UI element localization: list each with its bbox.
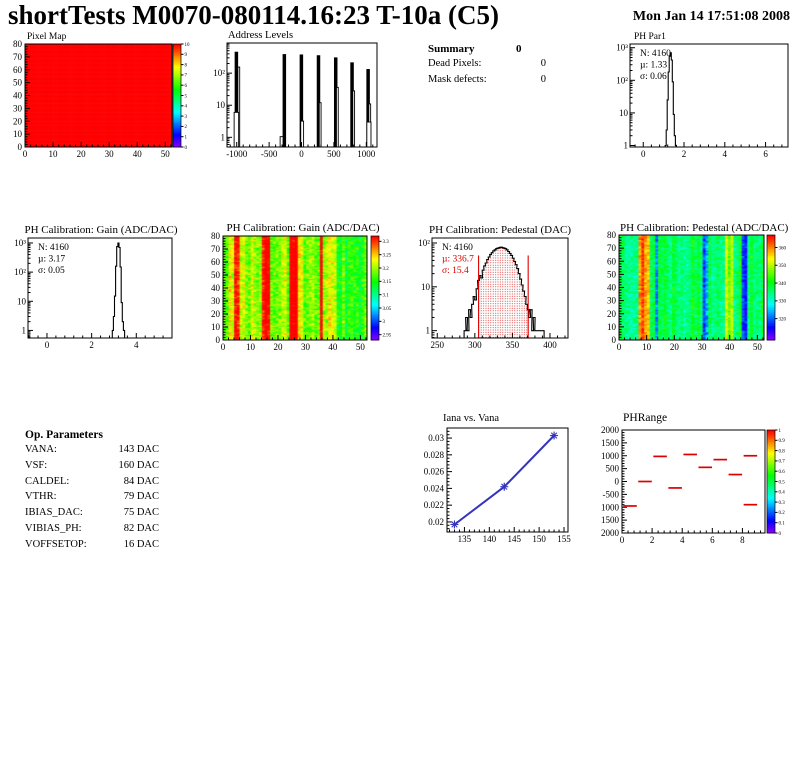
svg-text:10²: 10²	[14, 267, 26, 278]
op-param-label: VSF:	[25, 459, 48, 471]
svg-text:0: 0	[619, 535, 625, 545]
svg-text:50: 50	[607, 269, 616, 280]
svg-text:0.02: 0.02	[428, 516, 444, 527]
svg-text:10³: 10³	[616, 42, 628, 53]
svg-text:3.25: 3.25	[382, 253, 392, 259]
svg-text:60: 60	[607, 256, 616, 267]
svg-text:2: 2	[649, 535, 655, 545]
svg-text:20: 20	[607, 308, 616, 319]
svg-text:10²: 10²	[213, 68, 225, 79]
gain-hist-plot	[14, 238, 172, 350]
svg-text:500: 500	[327, 149, 341, 159]
svg-text:0: 0	[778, 531, 781, 537]
svg-text:10: 10	[48, 149, 58, 159]
svg-text:10: 10	[421, 281, 430, 292]
svg-text:1: 1	[425, 325, 430, 336]
svg-text:0.7: 0.7	[778, 459, 785, 465]
svg-text:20: 20	[273, 342, 283, 352]
iana-vana-title: Iana vs. Vana	[443, 413, 500, 424]
svg-text:60: 60	[211, 257, 220, 267]
svg-text:-500: -500	[260, 149, 278, 159]
svg-text:3.1: 3.1	[382, 293, 389, 299]
svg-text:20: 20	[669, 342, 679, 352]
svg-text:150: 150	[532, 534, 546, 544]
svg-text:1: 1	[623, 140, 628, 151]
svg-text:6: 6	[184, 84, 187, 89]
svg-text:10: 10	[17, 296, 26, 307]
svg-text:360: 360	[778, 246, 786, 252]
svg-text:40: 40	[328, 342, 338, 352]
svg-text:3: 3	[382, 320, 385, 326]
svg-text:350: 350	[778, 264, 786, 270]
svg-text:40: 40	[607, 282, 616, 293]
stats-line: µ: 1.33	[640, 60, 668, 71]
svg-text:1: 1	[220, 132, 225, 143]
ped-hist-title: PH Calibration: Pedestal (DAC)	[428, 224, 572, 236]
svg-text:0.6: 0.6	[778, 470, 785, 475]
summary-value: 0	[540, 73, 546, 85]
svg-text:9: 9	[184, 53, 187, 59]
stats-line: N: 4160	[640, 49, 671, 59]
svg-text:1: 1	[778, 428, 781, 434]
svg-text:0: 0	[616, 342, 622, 352]
svg-text:10²: 10²	[418, 237, 430, 248]
summary-title: Summary	[428, 43, 475, 55]
svg-text:30: 30	[211, 296, 220, 306]
svg-text:80: 80	[13, 39, 22, 49]
op-param-label: IBIAS_DAC:	[25, 507, 83, 519]
svg-text:7: 7	[184, 73, 187, 79]
address-levels-plot	[213, 43, 377, 159]
ph-par1-plot	[616, 43, 788, 159]
ph-range-title: PHRange	[623, 412, 668, 424]
op-param-label: VTHR:	[25, 491, 57, 503]
stats-line: µ: 3.17	[38, 254, 66, 265]
op-param-value: 160 DAC	[118, 459, 159, 471]
op-param-value: 82 DAC	[123, 522, 159, 534]
svg-text:0: 0	[611, 335, 616, 345]
svg-text:0: 0	[299, 149, 304, 159]
svg-text:320: 320	[778, 317, 786, 323]
gain-hist-title: PH Calibration: Gain (ADC/DAC)	[24, 224, 178, 236]
svg-text:1500: 1500	[601, 437, 619, 448]
svg-text:10: 10	[13, 129, 22, 140]
svg-text:145: 145	[507, 534, 521, 544]
stats-line: N: 4160	[38, 243, 69, 253]
summary-label: Mask defects:	[428, 73, 487, 85]
svg-text:10: 10	[619, 107, 628, 118]
svg-text:2.95: 2.95	[382, 333, 392, 339]
svg-text:50: 50	[355, 342, 365, 352]
svg-text:50: 50	[160, 149, 170, 159]
svg-text:0: 0	[44, 340, 50, 350]
ped-map-title: PH Calibration: Pedestal (ADC/DAC)	[620, 222, 789, 234]
svg-text:0.8: 0.8	[778, 449, 785, 455]
svg-text:300: 300	[468, 340, 482, 350]
svg-text:3: 3	[184, 114, 187, 120]
svg-text:1: 1	[184, 135, 187, 141]
svg-text:0.026: 0.026	[423, 466, 444, 477]
svg-text:8: 8	[184, 63, 187, 69]
svg-text:0: 0	[184, 145, 187, 151]
svg-text:0.5: 0.5	[778, 480, 785, 486]
svg-text:6: 6	[763, 149, 768, 159]
svg-text:5: 5	[184, 94, 187, 100]
op-param-value: 75 DAC	[123, 507, 159, 519]
stats-line: σ: 15.4	[442, 266, 469, 276]
svg-text:20: 20	[211, 309, 220, 319]
ph-par1-title: PH Par1	[634, 32, 666, 42]
svg-text:0.4: 0.4	[778, 490, 785, 496]
op-param-label: VANA:	[25, 444, 57, 455]
svg-text:155: 155	[557, 534, 571, 544]
svg-text:0.024: 0.024	[423, 483, 444, 494]
svg-text:0: 0	[22, 149, 28, 159]
svg-text:10: 10	[216, 100, 225, 111]
svg-text:30: 30	[300, 342, 310, 352]
iana-vana-plot	[424, 428, 572, 544]
timestamp: Mon Jan 14 17:51:08 2008	[632, 9, 790, 24]
svg-text:3.15: 3.15	[382, 280, 392, 286]
svg-text:-500: -500	[602, 489, 619, 500]
svg-text:10: 10	[184, 42, 190, 48]
svg-text:0: 0	[215, 335, 220, 345]
gain-map-title: PH Calibration: Gain (ADC/DAC)	[226, 222, 380, 234]
svg-text:6: 6	[710, 535, 715, 545]
svg-text:4: 4	[722, 149, 728, 159]
svg-text:30: 30	[607, 295, 616, 306]
svg-text:50: 50	[13, 77, 22, 88]
svg-text:2: 2	[681, 149, 687, 159]
svg-text:10: 10	[607, 321, 616, 332]
stats-line: σ: 0.06	[640, 72, 667, 82]
svg-text:0.028: 0.028	[423, 449, 444, 460]
summary-label: Dead Pixels:	[428, 58, 482, 69]
svg-text:3.3: 3.3	[382, 240, 389, 246]
svg-text:3.2: 3.2	[382, 266, 389, 272]
svg-text:30: 30	[697, 342, 707, 352]
svg-text:30: 30	[104, 149, 114, 159]
svg-text:3.05: 3.05	[382, 306, 392, 312]
stats-line: σ: 0.05	[38, 266, 65, 276]
svg-text:0.9: 0.9	[778, 439, 785, 445]
svg-text:80: 80	[211, 231, 220, 241]
svg-text:10²: 10²	[616, 75, 628, 86]
svg-text:4: 4	[134, 340, 139, 350]
svg-text:2000: 2000	[601, 425, 619, 435]
op-param-value: 16 DAC	[123, 538, 159, 550]
svg-text:2000: 2000	[601, 528, 619, 538]
svg-text:250: 250	[430, 340, 445, 350]
ped-map-plot	[607, 230, 787, 352]
op-param-label: VIBIAS_PH:	[25, 522, 82, 534]
svg-text:20: 20	[76, 149, 86, 159]
svg-text:330: 330	[778, 299, 786, 305]
svg-text:140: 140	[482, 534, 497, 544]
svg-text:70: 70	[607, 243, 616, 254]
svg-text:2: 2	[89, 340, 94, 350]
pixel-map-plot	[13, 39, 190, 159]
svg-text:500: 500	[605, 463, 619, 474]
op-param-value: 143 DAC	[118, 444, 159, 455]
svg-text:2: 2	[184, 125, 187, 131]
op-param-value: 84 DAC	[123, 475, 159, 487]
page-title: shortTests M0070-080114.16:23 T-10a (C5)	[8, 0, 500, 30]
svg-text:1000: 1000	[601, 502, 619, 513]
op-param-label: CALDEL:	[25, 475, 70, 487]
svg-text:8: 8	[740, 535, 745, 545]
svg-text:1500: 1500	[601, 515, 619, 526]
stats-line: µ: 336.7	[442, 254, 474, 265]
svg-text:0.03: 0.03	[428, 433, 444, 444]
svg-text:0: 0	[17, 142, 22, 152]
svg-text:30: 30	[13, 103, 22, 114]
svg-text:40: 40	[13, 90, 22, 101]
svg-text:20: 20	[13, 116, 22, 127]
svg-text:400: 400	[543, 340, 557, 350]
svg-text:0: 0	[641, 149, 646, 159]
svg-text:80: 80	[607, 230, 616, 240]
svg-text:0.3: 0.3	[778, 500, 785, 506]
svg-text:4: 4	[184, 104, 187, 110]
op-param-label: VOFFSETOP:	[25, 538, 87, 550]
svg-text:70: 70	[13, 51, 22, 62]
ped-hist-plot	[418, 238, 568, 350]
svg-text:50: 50	[752, 342, 762, 352]
svg-text:350: 350	[505, 340, 520, 350]
svg-text:0.022: 0.022	[423, 500, 444, 511]
svg-text:0: 0	[614, 476, 619, 487]
ph-range-plot	[601, 425, 785, 545]
svg-text:1000: 1000	[601, 450, 619, 461]
svg-text:40: 40	[132, 149, 142, 159]
svg-text:70: 70	[211, 244, 220, 254]
op-parameters-title: Op. Parameters	[25, 429, 103, 441]
svg-text:10³: 10³	[14, 237, 26, 248]
op-param-value: 79 DAC	[123, 491, 159, 503]
svg-text:40: 40	[211, 283, 220, 293]
svg-text:4: 4	[679, 535, 685, 545]
pixel-map-title: Pixel Map	[27, 32, 67, 42]
address-levels-title: Address Levels	[228, 30, 294, 41]
svg-text:10: 10	[642, 342, 652, 352]
svg-text:1: 1	[21, 325, 26, 336]
stats-line: N: 4160	[442, 243, 473, 253]
summary-value: 0	[516, 43, 522, 55]
svg-text:0: 0	[220, 342, 226, 352]
svg-text:40: 40	[725, 342, 735, 352]
svg-text:60: 60	[13, 64, 22, 75]
gain-map-plot	[211, 231, 392, 352]
svg-text:1000: 1000	[357, 149, 376, 159]
svg-text:135: 135	[457, 534, 472, 544]
summary-value: 0	[540, 58, 546, 69]
svg-text:10: 10	[211, 322, 220, 332]
svg-text:0.1: 0.1	[778, 521, 785, 527]
svg-text:340: 340	[778, 281, 786, 287]
svg-text:-1000: -1000	[226, 149, 248, 159]
svg-text:10: 10	[245, 342, 255, 352]
svg-text:50: 50	[211, 270, 220, 280]
svg-text:0.2: 0.2	[778, 511, 785, 517]
